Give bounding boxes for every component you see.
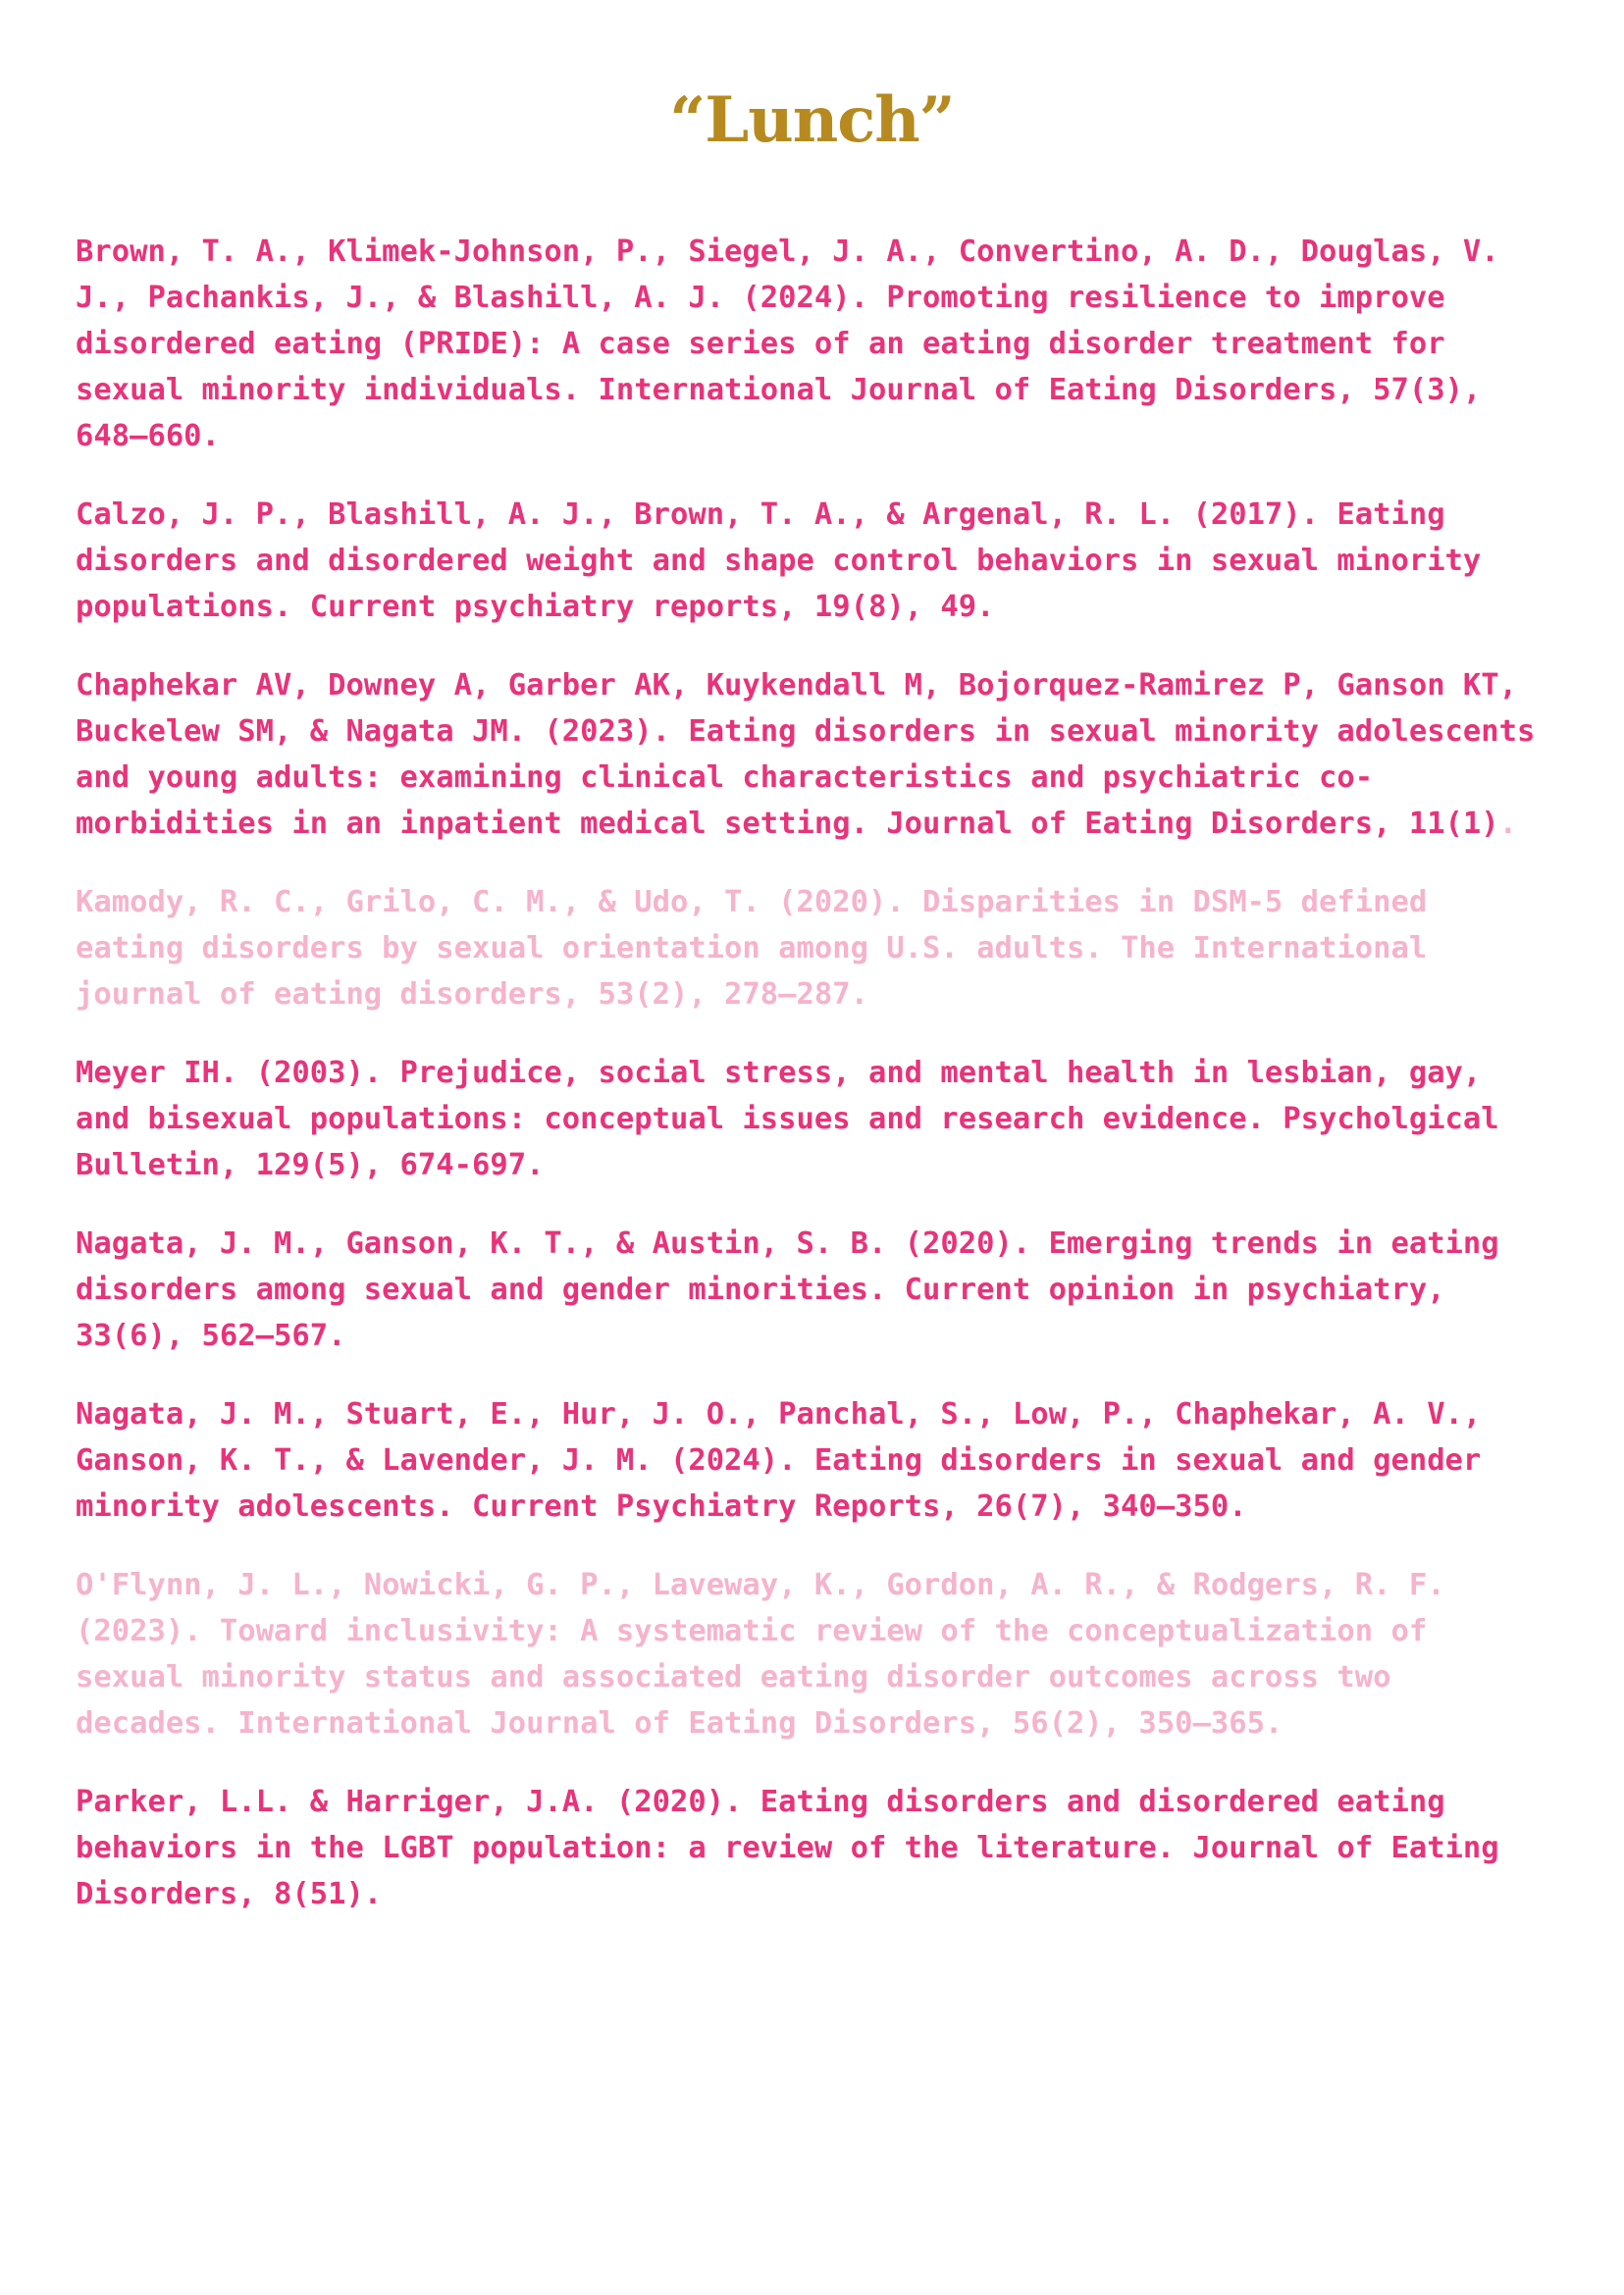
reference-item bbox=[76, 1050, 1567, 1188]
page-title: “Lunch” bbox=[669, 83, 955, 157]
reference-text: Parker, L.L. & Harriger, J.A. (2020). Eating disorders and disordered eating behaviors in the LGBT population: a review of the literature. Journal of Eating Disorders, 8(51). bbox=[76, 1785, 1499, 1911]
reference-list bbox=[76, 229, 1567, 1950]
reference-item bbox=[76, 492, 1567, 630]
reference-item-faded bbox=[76, 879, 1567, 1017]
reference-text: Chaphekar AV, Downey A, Garber AK, Kuykendall M, Bojorquez-Ramirez P, Ganson KT, Buckelew SM, & Nagata JM. (2023). Eating disorders in sexual minority adolescents and young adults: examining clinical characteristics and psychiatric co- morbidities in an inpatient medical setting. Journal of Eating Disorders, 11(1) bbox=[76, 668, 1536, 841]
reference-item bbox=[76, 1221, 1567, 1359]
reference-text: Kamody, R. C., Grilo, C. M., & Udo, T. (2020). Disparities in DSM-5 defined eating disorders by sexual orientation among U.S. adults. The International journal of eating disorders, 53(2), 278–287. bbox=[76, 885, 1428, 1012]
reference-text: Calzo, J. P., Blashill, A. J., Brown, T. A., & Argenal, R. L. (2017). Eating disorders and disordered weight and shape control behaviors in sexual minority populations. Current psychiatry reports, 19(8), 49. bbox=[76, 497, 1482, 624]
reference-item bbox=[76, 1779, 1567, 1917]
reference-tail: . bbox=[1498, 807, 1518, 841]
reference-item bbox=[76, 1391, 1567, 1530]
reference-text: Meyer IH. (2003). Prejudice, social stress, and mental health in lesbian, gay, and bisexual populations: conceptual issues and research evidence. Psycholgical Bulletin, 129(5), 674-697. bbox=[76, 1056, 1499, 1182]
reference-text: Brown, T. A., Klimek-Johnson, P., Siegel, J. A., Convertino, A. D., Douglas, V. J., Pachankis, J., & Blashill, A. J. (2024). Promoting resilience to improve disordered eating (PRIDE): A case series of an eating disorder treatment for sexual minority individuals. International Journal of Eating Disorders, 57(3), 648–660. bbox=[76, 235, 1499, 453]
reference-text: Nagata, J. M., Ganson, K. T., & Austin, S. B. (2020). Emerging trends in eating disorders among sexual and gender minorities. Current opinion in psychiatry, 33(6), 562–567. bbox=[76, 1226, 1499, 1353]
reference-item bbox=[76, 229, 1567, 459]
reference-text: Nagata, J. M., Stuart, E., Hur, J. O., Panchal, S., Low, P., Chaphekar, A. V., Ganson, K. T., & Lavender, J. M. (2024). Eating disorders in sexual and gender minority adolescents. Current Psychiatry Reports, 26(7), 340–350. bbox=[76, 1397, 1482, 1524]
reference-item-faded bbox=[76, 1562, 1567, 1747]
reference-text: O'Flynn, J. L., Nowicki, G. P., Laveway, K., Gordon, A. R., & Rodgers, R. F. (2023). Toward inclusivity: A systematic review of the conceptualization of sexual minority status and associated eating disorder outcomes across two decades. International Journal of Eating Disorders, 56(2), 350–365. bbox=[76, 1568, 1445, 1741]
reference-item bbox=[76, 662, 1567, 847]
